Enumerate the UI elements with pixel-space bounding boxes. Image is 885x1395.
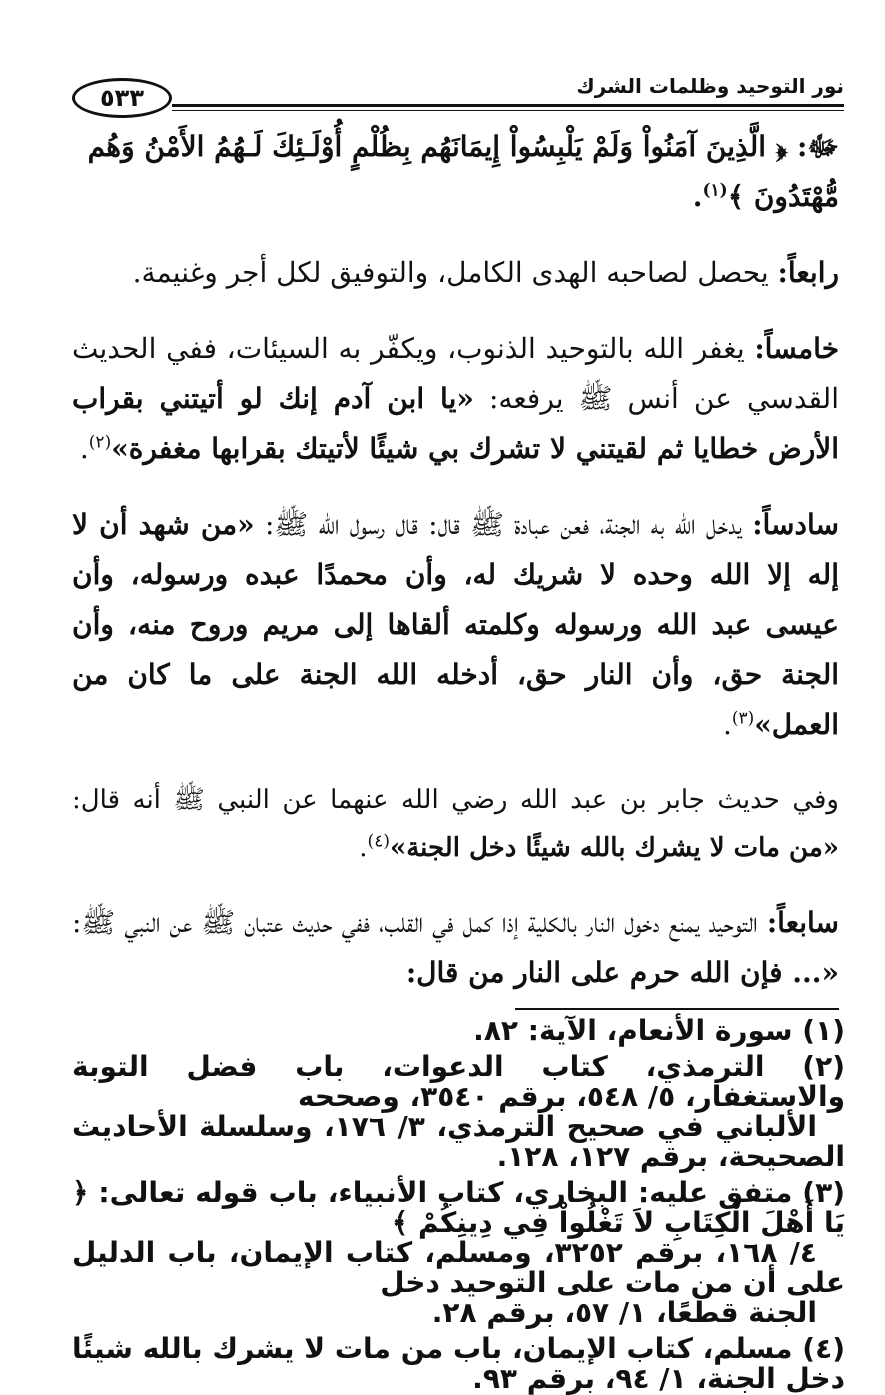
footnotes: [72, 1016, 845, 1394]
footnote-3: [72, 1178, 845, 1328]
footnote-3-line-3: الجنة قطعًا، ١/ ٥٧، برقم ٢٨.: [431, 1296, 817, 1329]
footnote-2-line-2: الألباني في صحيح الترمذي، ٣/ ١٧٦، وسلسلة الأحاديث الصحيحة، برقم ١٢٧، ١٢٨.: [72, 1110, 845, 1173]
verse-line-1: ﷻ: ﴿ الَّذِينَ آمَنُواْ وَلَمْ يَلْبِسُواْ إِيمَانَهُم بِظُلْمٍ أُوْلَـئِكَ لَـهُمُ الأَمْنُ وَهُم: [87, 130, 839, 163]
paragraph-text: التوحيد يمنع دخول النار بالكلية إذا كمل في القلب، ففي حديث عتبان ﷺ عن النبي ﷺ:: [72, 906, 767, 939]
paragraph-jabir: وفي حديث جابر بن عبد الله رضي الله عنهما عن النبي ﷺ أنه قال: «من مات لا يشرك بالله شيئًا دخل الجنة»$^{(٤)}$.: [72, 785, 839, 863]
main-text: [72, 122, 839, 998]
hadith-quote: «من مات لا يشرك بالله شيئًا دخل الجنة»: [389, 833, 839, 863]
hadith-quote: «من شهد أن لا إله إلا الله وحده لا شريك له، وأن محمدًا عبده ورسوله، وأن عيسى عبد الله ورسوله وكلمته ألقاها إلى مريم وروح منه، وأن الجنة حق، وأن النار حق، أدخله الله الجنة على ما كان من العمل»: [72, 508, 839, 741]
paragraph-text: يدخل الله به الجنة، فعن عبادة ﷺ قال: قال رسول الله ﷺ:: [254, 508, 753, 541]
paragraph-lead: رابعاً:: [777, 256, 839, 289]
paragraph-lead: خامساً:: [754, 332, 839, 365]
page-number: ٥٣٣: [72, 78, 172, 118]
paragraph-fourth: [72, 248, 839, 298]
verse-paragraph: ﷻ: ﴿ الَّذِينَ آمَنُواْ وَلَمْ يَلْبِسُواْ إِيمَانَهُم بِظُلْمٍ أُوْلَـئِكَ لَـهُمُ الأَمْنُ وَهُم مُّهْتَدُونَ ﴾$^{(١)}$.: [87, 130, 839, 213]
header-rule-thick: [172, 104, 844, 107]
footnote-2-line-1: (٢) الترمذي، كتاب الدعوات، باب فضل التوبة والاستغفار، ٥/ ٥٤٨، برقم ٣٥٤٠، وصححه: [72, 1050, 845, 1113]
footnote-separator: [515, 1008, 839, 1010]
footnote-1: (١) سورة الأنعام، الآية: ٨٢.: [473, 1014, 845, 1047]
footnote-4: (٤) مسلم، كتاب الإيمان، باب من مات لا يشرك بالله شيئًا دخل الجنة، ١/ ٩٤، برقم ٩٣.: [72, 1332, 845, 1395]
footnote-ref-3[interactable]: (٣): [731, 708, 755, 729]
paragraph-text: يغفر الله بالتوحيد الذنوب، ويكفّر به السيئات، ففي الحديث القدسي عن أنس ﷺ يرفعه:: [72, 332, 839, 415]
footnote-3-line-2: ٤/ ١٦٨، برقم ٣٢٥٢، ومسلم، كتاب الإيمان، باب الدليل على أن من مات على التوحيد دخل: [72, 1236, 845, 1299]
footnote-ref-4[interactable]: (٤): [367, 831, 390, 852]
footnote-ref-1[interactable]: (١): [702, 180, 728, 201]
paragraph-lead: سادساً:: [752, 508, 839, 541]
header-rule-thin: [172, 110, 844, 111]
paragraph-sixth: سادساً: يدخل الله به الجنة، فعن عبادة ﷺ قال: قال رسول الله ﷺ: «من شهد أن لا إله إلا الله وحده لا شريك له، وأن محمدًا عبده ورسوله، وأن عيسى عبد الله ورسوله وكلمته ألقاها إلى مريم وروح منه، وأن الجنة حق، وأن النار حق، أدخله الله الجنة على ما كان من العمل»$^{(٣)}$.: [72, 508, 839, 741]
hadith-quote: «يا ابن آدم إنك لو أتيتني بقراب الأرض خطايا ثم لقيتني لا تشرك بي شيئًا لأتيتك بقرابها مغفرة»: [72, 382, 839, 465]
footnote-3-line-1: (٣) متفق عليه: البخاري، كتاب الأنبياء، باب قوله تعالى: ﴿ يَا أَهْلَ الْكِتَابِ لاَ تَغْلُواْ فِي دِينِكُمْ ﴾: [72, 1176, 845, 1239]
paragraph-lead: سابعاً:: [766, 906, 839, 939]
hadith-quote: «... فإن الله حرم على النار من قال:: [405, 956, 839, 989]
footnote-ref-2[interactable]: (٢): [88, 432, 112, 453]
paragraph-text: يحصل لصاحبه الهدى الكامل، والتوفيق لكل أجر وغنيمة.: [132, 256, 778, 289]
page-header: [72, 74, 844, 120]
running-title: نور التوحيد وظلمات الشرك: [576, 74, 844, 98]
paragraph-seventh: [72, 898, 839, 998]
verse-line-2: مُّهْتَدُونَ ﴾: [727, 180, 839, 213]
footnote-2: [72, 1052, 845, 1172]
paragraph-text: وفي حديث جابر بن عبد الله رضي الله عنهما عن النبي ﷺ أنه قال:: [72, 785, 839, 815]
paragraph-fifth: خامساً: يغفر الله بالتوحيد الذنوب، ويكفّر به السيئات، ففي الحديث القدسي عن أنس ﷺ يرفعه: «يا ابن آدم إنك لو أتيتني بقراب الأرض خطايا ثم لقيتني لا تشرك بي شيئًا لأتيتك بقرابها مغفرة»$^{(٢)}$.: [72, 332, 839, 465]
